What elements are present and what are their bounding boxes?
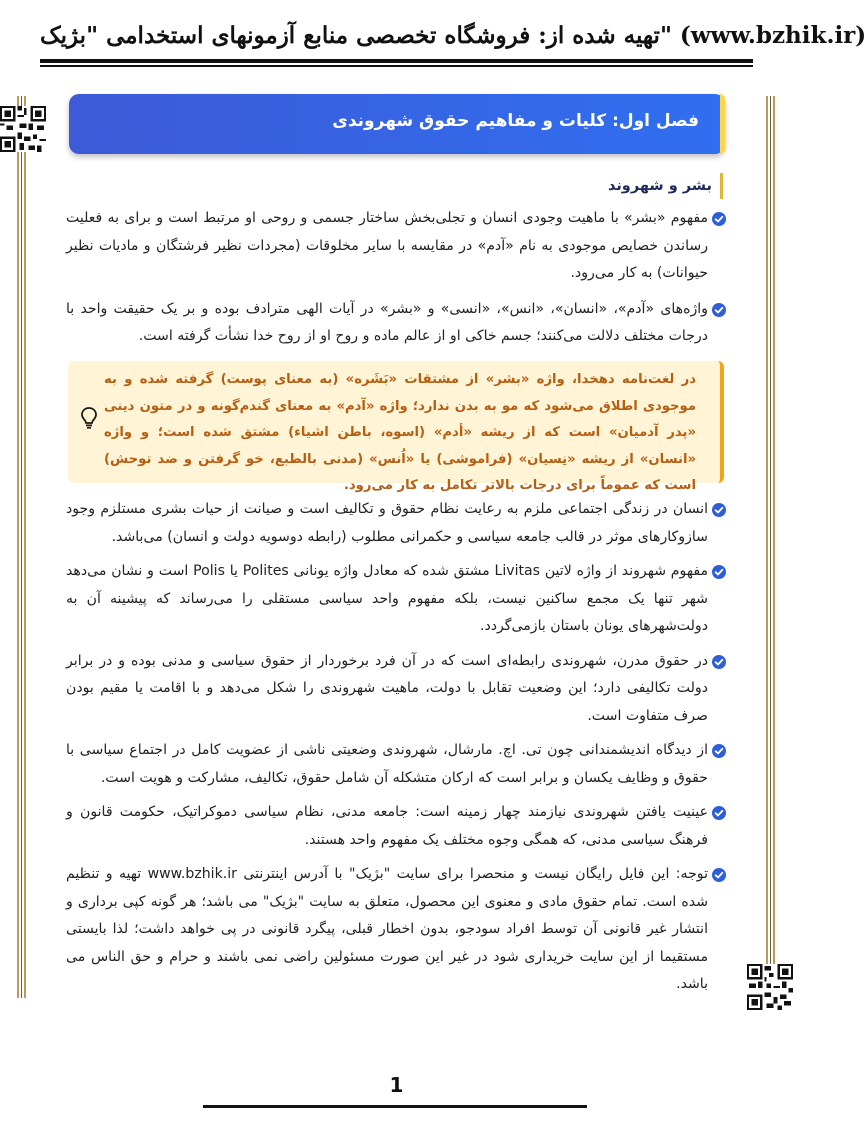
- list-item: [66, 648, 726, 731]
- chapter-title: فصل اول: کلیات و مفاهیم حقوق شهروندی: [332, 111, 699, 131]
- right-page-border: [766, 96, 775, 998]
- note-text: در لغت‌نامه دهخدا، واژه «بشر» از مشتقات «بَشَره» (به معنای پوست) گرفته شده و به موجودی اطلاق می‌شود که مو به بدن ندارد؛ واژه «آدم» به معنای گندم‌گونه و در متون دینی «پدر آدمیان» است که از ریشه «أدم» (اسوه، باطن اشیاء) مشتق شده است؛ و واژه «انسان» از ریشه «نِسیان» (فراموشی) یا «اُنس» (مدنی بالطبع، خو گرفتن و ضد توحش) است که عموماً برای درجات بالاتر تکامل به کار می‌رود.: [104, 372, 696, 493]
- qr-code-icon: [0, 106, 46, 152]
- list-item-text: واژه‌های «آدم»، «انسان»، «انس»، «انسی» و «بشر» در آیات الهی مترادف بوده و بر یک حقیقت واحد با درجات مختلف دلالت می‌کنند؛ جسم خاکی او از عالم ماده و روح او از روح خدا نشأت گرفته است.: [66, 300, 708, 344]
- check-circle-icon: [712, 212, 726, 226]
- qr-code-icon: [747, 964, 793, 1010]
- bullet-list-bottom: [66, 496, 726, 999]
- page-header-title: تهیه شده از: فروشگاه تخصصی منابع آزمونهای استخدامی "بژیک" (www.bzhik.ir): [40, 22, 866, 49]
- list-item: [66, 296, 726, 351]
- list-item-text: توجه: این فایل رایگان نیست و منحصرا برای سایت "بژیک" با آدرس اینترنتی www.bzhik.ir تهیه و تنظیم شده است. تمام حقوق مادی و معنوی این محصول، متعلق به سایت "بژیک" می باشد؛ هر گونه کپی برداری و انتشار غیر قانونی آن توسط افراد سودجو، بدون اخطار قبلی، پیگرد قانونی در پی خواهد داشت؛ لذا بایستی مستقیما از این سایت خریداری شود در غیر این صورت مسئولین راضی نمی باشند و حرام و حق الناس می باشد.: [66, 866, 709, 992]
- header-rule-thin: [40, 65, 753, 67]
- header-rule: [40, 59, 753, 63]
- note-callout: [68, 361, 724, 493]
- chapter-banner: [69, 94, 725, 154]
- check-circle-icon: [712, 503, 726, 517]
- check-circle-icon: [712, 565, 726, 579]
- list-item: [66, 496, 726, 551]
- check-circle-icon: [712, 303, 726, 317]
- check-circle-icon: [712, 868, 726, 882]
- check-circle-icon: [712, 655, 726, 669]
- list-item-text: انسان در زندگی اجتماعی ملزم به رعایت نظام حقوق و تکالیف است و صیانت از حیات بشری مستلزم وجود سازوکارهای موثر در قالب جامعه سیاسی و حکمرانی مطلوب (رابطه دوسویه دولت و انسان) می‌باشد.: [66, 501, 708, 545]
- list-item: [66, 558, 726, 641]
- check-circle-icon: [712, 744, 726, 758]
- check-circle-icon: [712, 806, 726, 820]
- lightbulb-icon: [79, 406, 99, 430]
- list-item: [66, 799, 726, 854]
- banner-accent: [720, 94, 725, 154]
- bullet-list-top: [66, 205, 726, 351]
- footer-rule: [203, 1105, 587, 1108]
- list-item-text: در حقوق مدرن، شهروندی رابطه‌ای است که در آن فرد برخوردار از حقوق سیاسی و مدنی بوده و در برابر دولت تکالیفی دارد؛ این وضعیت تقابل با دولت، ماهیت شهروندی را شکل می‌دهد و با اقامت یا مقیم بودن صرف متفاوت است.: [66, 652, 708, 724]
- page-number: 1: [389, 1073, 404, 1097]
- list-item-text: مفهوم شهروند از واژه لاتین Livitas مشتق شده که معادل واژه یونانی Polites یا Polis است و نشان می‌دهد شهر تنها یک مجمع ساکنین نیست، بلکه مفهوم واحد سیاسی مستقلی را می‌رساند که پیشینه آن به دولت‌شهرهای یونان باستان بازمی‌گردد.: [66, 563, 708, 634]
- copyright-notice: [66, 861, 726, 999]
- list-item: [66, 737, 726, 792]
- left-page-border: [17, 96, 26, 998]
- section-heading: بشر و شهروند: [608, 173, 723, 199]
- list-item-text: مفهوم «بشر» با ماهیت وجودی انسان و تجلی‌بخش ساختار جسمی و روحی او مرتبط است و برای به فعلیت رساندن خصایص موجودی به نام «آدم» در مقایسه با سایر مخلوقات (مجردات نظیر فرشتگان و مادیات نظیر حیوانات) به کار می‌رود.: [66, 210, 708, 281]
- list-item-text: از دیدگاه اندیشمندانی چون تی. اچ. مارشال، شهروندی وضعیتی ناشی از عضویت کامل در اجتماع سیاسی با حقوق و وظایف یکسان و برابر است که ارکان متشکله آن شامل حقوق، تکالیف، مشارکت و هویت است.: [66, 742, 708, 786]
- list-item: [66, 205, 726, 288]
- list-item-text: عینیت یافتن شهروندی نیازمند چهار زمینه است: جامعه مدنی، نظام سیاسی دموکراتیک، حکومت قانون و فرهنگ سیاسی مدنی، که همگی وجوه مختلف یک مفهوم واحد هستند.: [66, 804, 708, 848]
